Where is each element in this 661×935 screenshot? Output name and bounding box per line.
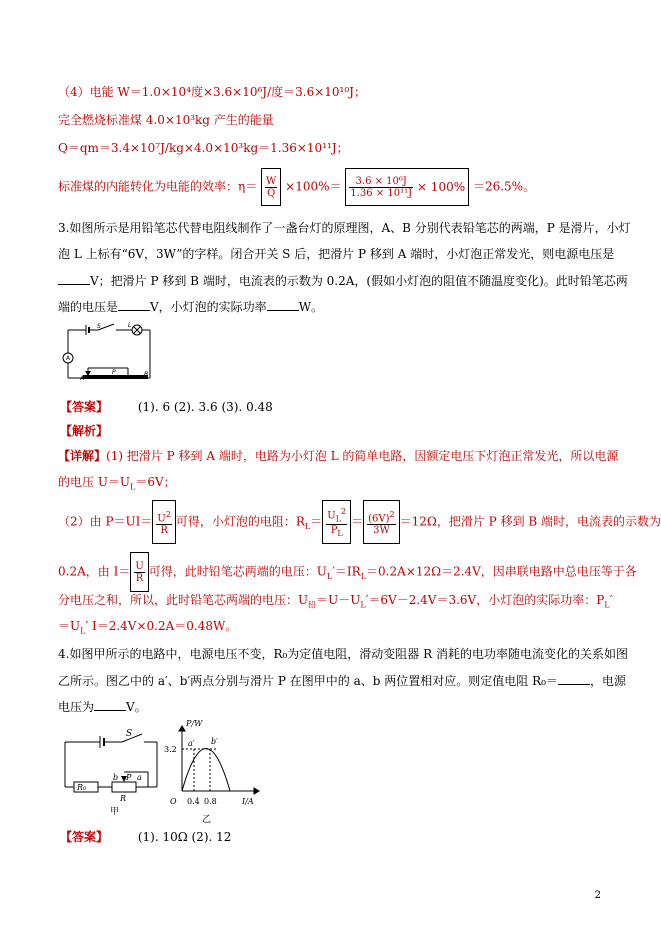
- q3-answer: 【答案】 (1). 6 (2). 3.6 (3). 0.48: [60, 400, 273, 414]
- switch-s-label: S: [126, 729, 133, 739]
- r-label: R: [120, 794, 127, 803]
- detail-line-6: $=U_L'$ I＝2.4V×0.2A＝0.48W。: [58, 619, 238, 636]
- axis-p-label: P/W: [186, 719, 203, 728]
- slider-label: P: [112, 369, 116, 376]
- end-b-label: B: [144, 371, 149, 378]
- point-b-label: b′: [211, 737, 218, 746]
- detail-line-5: 分电压之和，所以，此时铅笔芯两端的电压：$U_铅=U-U_L'=6V-2.4V=3.6V$，小灯泡的实际功率：$P_L'$: [58, 593, 613, 610]
- detail-line-2: 的电压 $U=U_L=6V$；: [58, 475, 176, 492]
- x-tick-1: 0.4: [187, 797, 200, 806]
- q4-line-3: 电压为 V。: [58, 700, 147, 714]
- page-number: 2: [594, 890, 601, 901]
- origin-label: O: [170, 797, 177, 806]
- detail-line-3: （2）由 P＝UI＝ $\frac{U^2}{R}$ 可得，小灯泡的电阻：$R_L=$ $\frac{U_L^2}{P_L}$ ＝ $\frac{(6V)^2}{3W}$ ＝12Ω，把滑片 P 移到 B 端时，电流表的示数为: [58, 500, 661, 547]
- efficiency-line: 标准煤的内能转化为电能的效率：η＝ $\frac{W}{Q}$ ×100%＝ $\frac{\text{3.6 × 10⁶J}}{\text{1.36 × 10¹¹J}}$ × 100% ＝26.5%。: [58, 168, 535, 206]
- a-label: a: [137, 773, 142, 782]
- blank-r0[interactable]: [558, 672, 590, 685]
- lamp-label: L: [128, 322, 132, 329]
- blank-source-voltage[interactable]: [94, 698, 126, 711]
- efficiency-fraction-box: $\frac{\text{3.6 × 10⁶J}}{\text{1.36 × 10¹¹J}}$ × 100%: [345, 168, 469, 206]
- figure-yi-label: 乙: [202, 815, 212, 825]
- detail-line-1: 【详解】(1) 把滑片 P 移到 A 端时，电路为小灯泡 L 的简单电路，因额定电压下灯泡正常发光，所以电源: [58, 449, 619, 463]
- q3-line-1: 3.如图所示是用铅笔芯代替电阻线制作了一盏台灯的原理图，A、B 分别代表铅笔芯的两端，P 是滑片，小灯: [58, 221, 631, 235]
- pencil-lamp-circuit-figure: [58, 322, 158, 384]
- q4-answer: 【答案】 (1). 10Ω (2). 12: [60, 830, 232, 844]
- switch-label: S: [97, 323, 101, 330]
- q3-line-3: V；把滑片 P 移到 B 端时，电流表的示数为 0.2A，(假如小灯泡的阻值不随温度变化)。此时铅笔芯两: [58, 272, 628, 289]
- point-a-label: a′: [188, 739, 195, 748]
- detail-line-4: 0.2A，由 I＝ $\frac{U}{R}$ 可得，此时铅笔芯两端的电压：$U_L'=IR_L=0.2A\times 12\Omega=2.4V$，因串联电路中总电压等于各: [58, 552, 637, 595]
- end-a-label: A: [80, 375, 85, 382]
- ammeter-label: A: [66, 355, 71, 362]
- energy-line: （4）电能 W＝1.0×10⁴度×3.6×10⁶J/度＝3.6×10¹⁰J；: [58, 85, 366, 99]
- r0-label: R₀: [77, 783, 87, 792]
- figure-jia-label: 甲: [110, 807, 120, 817]
- blank-voltage[interactable]: [58, 272, 90, 285]
- b-label: b: [113, 773, 119, 782]
- coal-energy-line: 完全燃烧标准煤 4.0×10³kg 产生的能量: [58, 113, 274, 127]
- blank-power[interactable]: [267, 298, 299, 311]
- power-current-graph-yi: [164, 716, 264, 826]
- heat-q-line: Q＝qm＝3.4×10⁷J/kg×4.0×10³kg＝1.36×10¹¹J；: [58, 141, 349, 155]
- q4-line-1: 4.如图甲所示的电路中，电源电压不变，R₀为定值电阻，滑动变阻器 R 消耗的电功率随电流变化的关系如图: [58, 647, 628, 661]
- q4-line-2: 乙所示。图乙中的 a′、b′两点分别与滑片 P 在图甲中的 a、b 两位置相对应。则定值电阻 R₀＝ ，电源: [58, 674, 626, 688]
- x-tick-2: 0.8: [204, 797, 217, 806]
- blank-pencil-voltage[interactable]: [118, 298, 150, 311]
- p-label: P: [126, 773, 132, 782]
- q3-line-2: 泡 L 上标有“6V，3W”的字样。闭合开关 S 后，把滑片 P 移到 A 端时，小灯泡正常发光，则电源电压是: [58, 247, 615, 261]
- y-tick-label: 3.2: [164, 745, 177, 754]
- w-over-q-box: $\frac{W}{Q}$: [261, 168, 281, 206]
- q3-line-4: 端的电压是 V，小灯泡的实际功率 W。: [58, 300, 324, 314]
- circuit-figure-jia: [60, 722, 165, 818]
- q3-analysis-tag: 【解析】: [60, 424, 109, 438]
- axis-i-label: I/A: [242, 797, 254, 806]
